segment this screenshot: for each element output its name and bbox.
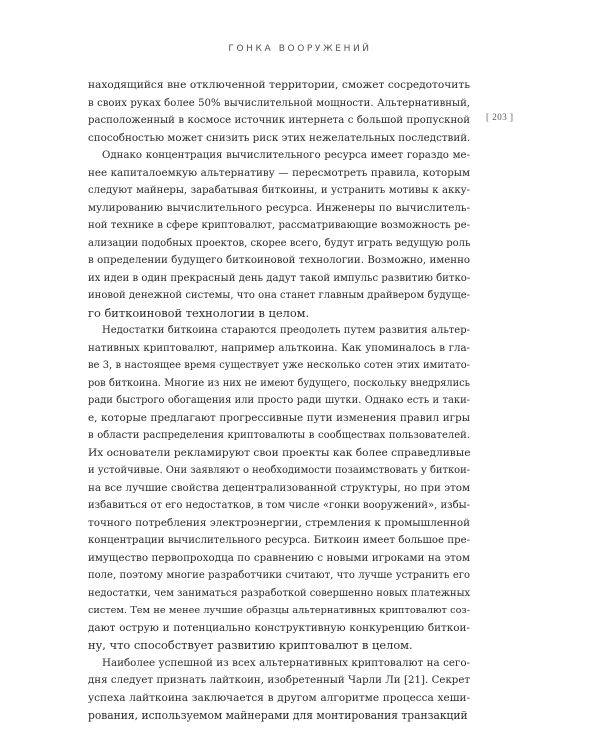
running-head: ГОНКА ВООРУЖЕНИЙ [228, 44, 372, 54]
body-text [88, 77, 470, 725]
text-line: Их основатели рекламируют свои проекты как более справедливые [88, 446, 470, 459]
text-line: успеха лайткоина заключается в другом алгоритме процесса хеши- [88, 691, 470, 704]
text-line: на все лучшие свойства децентрализованной структуры, но при этом [88, 481, 470, 494]
text-line: в определении будущего биткоиновой технологии. Возможно, именно [88, 255, 470, 266]
text-line: их идеи в один прекрасный день дадут такой импульс развитию битко- [88, 272, 470, 284]
paragraph-first-line: Однако концентрация вычислительного ресурса имеет гораздо ме- [102, 150, 470, 161]
text-line: рования, используемом майнерами для монтирования транзакций [88, 709, 468, 722]
page-number: [ 203 ] [486, 112, 514, 122]
text-line: ализации подобных проектов, скорее всего, будут играть ведущую роль [88, 237, 470, 249]
text-line: е, которые предлагают прогрессивные пути изменения правил игры [88, 411, 470, 424]
text-line: мулированию вычислительного ресурса. Инженеры по вычислитель- [88, 201, 470, 214]
text-line: ве 3, в настоящее время существует уже несколько сотен этих имитато- [88, 360, 470, 371]
text-line: ради быстрого обогащения или просто ради шутки. Однако есть и таки- [88, 395, 470, 406]
text-line: способностью может снизить риск этих нежелательных последствий. [88, 131, 470, 144]
text-line: недостатки, чем заниматься разработкой совершенно новых платежных [88, 587, 470, 599]
text-line: имущество первопроходца по сравнению с новыми игроками на этом [88, 551, 470, 564]
text-line: го биткоиновой технологии в целом. [88, 305, 310, 320]
text-line: ров биткоина. Многие из них не имеют будущего, поскольку внедрялись [88, 377, 470, 389]
text-line: ну, что способствует развитию криптовалют в целом. [88, 638, 413, 652]
text-line: дают острую и потенциально конструктивную конкуренцию биткои- [88, 621, 470, 634]
text-line: концентрации вычислительного ресурса. Биткоин имеет большое пре- [88, 535, 470, 546]
text-line: дня следует признать лайткоин, изобретенный Чарли Ли [21]. Секрет [88, 675, 470, 686]
text-line: нативных криптовалют, например альткоина. Как упоминалось в гла- [88, 342, 470, 354]
text-line: нее капиталоемкую альтернативу — пересмотреть правила, которым [88, 166, 470, 179]
text-line: ной технике в сфере криптовалют, рассматривающие возможность ре- [88, 220, 470, 231]
paragraph-first-line: Недостатки биткоина стараются преодолеть путем развития альтер- [102, 325, 470, 336]
text-line: избавиться от его недостатков, в том числе «гонки вооружений», избы- [88, 500, 470, 511]
text-line: иновой денежной системы, что она станет главным драйвером будуще- [88, 290, 470, 301]
text-line: поле, поэтому многие разработчики считают, что лучше устранить его [88, 570, 470, 581]
text-line: и устойчивые. Они заявляют о необходимости позаимствовать у биткои- [88, 465, 470, 476]
text-line: в области распределения криптовалюты в сообществах пользователей. [88, 430, 470, 441]
text-line: в своих руках более 50% вычислительной мощности. Альтернативный, [88, 97, 470, 109]
text-line: находящийся вне отключенной территории, сможет сосредоточить [88, 79, 470, 91]
text-line: расположенный в космосе источник интернета с большой пропускной [88, 115, 470, 126]
text-line: точного потребления электроэнергии, стремления к промышленной [88, 516, 470, 529]
paragraph-first-line: Наиболее успешной из всех альтернативных криптовалют на сего- [102, 656, 470, 669]
text-line: систем. Тем не менее лучшие образцы альтернативных криптовалют соз- [88, 605, 470, 616]
text-line: следуют майнеры, зарабатывая биткоины, и устранить мотивы к акку- [88, 185, 470, 196]
